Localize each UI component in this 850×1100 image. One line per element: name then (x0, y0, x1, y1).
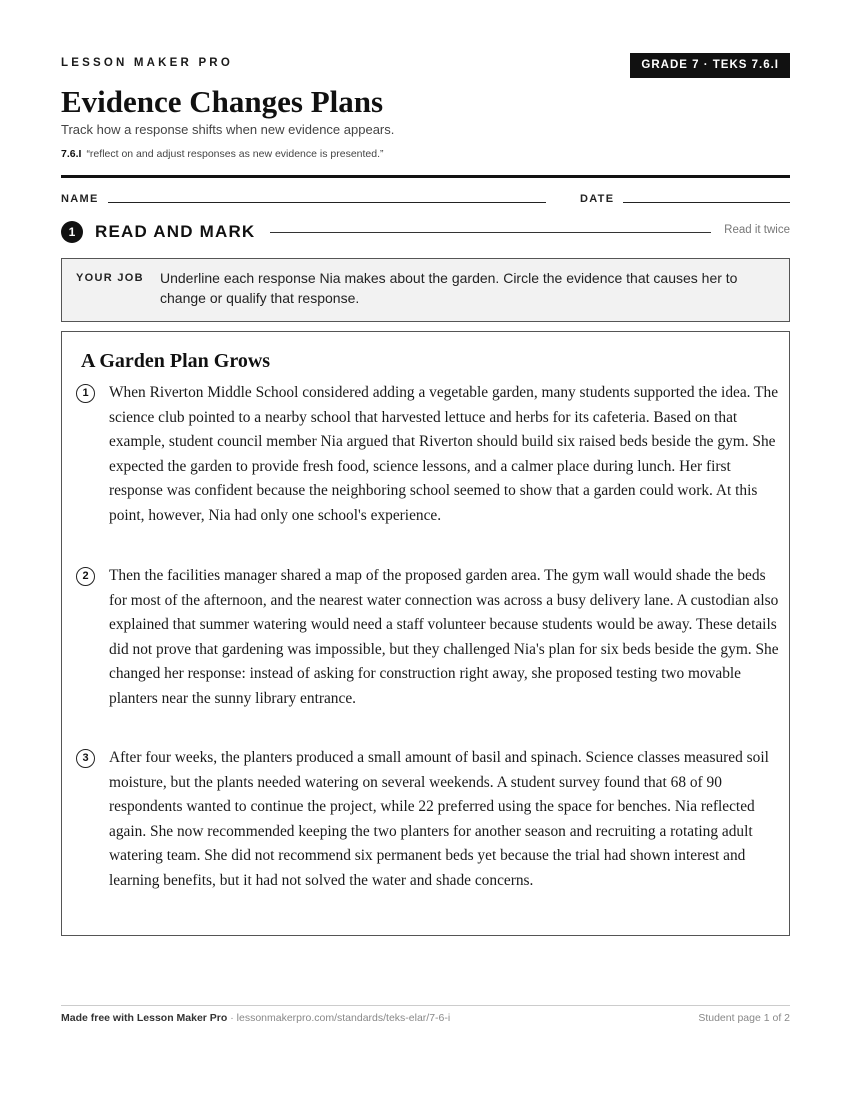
page-indicator: Student page 1 of 2 (698, 1012, 790, 1024)
passage-title: A Garden Plan Grows (81, 350, 271, 372)
brand-name: LESSON MAKER PRO (61, 57, 233, 69)
worksheet-page (61, 0, 790, 1100)
paragraph-number: 3 (76, 749, 95, 768)
name-label: NAME (61, 193, 99, 205)
footer-credit (61, 1012, 450, 1024)
date-label: DATE (580, 193, 615, 205)
section-header (61, 220, 790, 244)
reading-passage (61, 331, 790, 936)
instructions-label: YOUR JOB (76, 272, 144, 284)
name-field[interactable] (108, 202, 546, 203)
standard-reference (61, 148, 384, 160)
instructions-text: Underline each response Nia makes about the garden. Circle the evidence that causes her to change or qualify that response. (160, 270, 738, 306)
step-number-badge: 1 (61, 221, 83, 243)
footer-divider (61, 1005, 790, 1006)
paragraph-text: After four weeks, the planters produced a small amount of basil and spinach. Science classes measured soil moisture, but the plants needed watering on several weekends. A student survey found that 68 of 90 respondents wanted to continue the project, while 22 preferred using the space for benches. Nia reflected again. She now recommended keeping the two planters for another season and recruiting a rotating adult watering team. She did not recommend six permanent beds yet because the trial had shown interest and learning benefits, but it had not solved the water and shade concerns. (109, 749, 769, 889)
grade-standard-badge: GRADE 7 · TEKS 7.6.I (630, 53, 790, 78)
footer-made-with: Made free with Lesson Maker Pro (61, 1012, 228, 1024)
standard-quote: “reflect on and adjust responses as new evidence is presented.” (86, 148, 384, 160)
header-divider (61, 175, 790, 178)
section-title: READ AND MARK (95, 222, 256, 241)
page-title: Evidence Changes Plans (61, 84, 384, 119)
date-field[interactable] (623, 202, 790, 203)
standard-code: 7.6.I (61, 148, 82, 160)
paragraph-number: 2 (76, 567, 95, 586)
section-note: Read it twice (724, 224, 790, 236)
paragraph-text: When Riverton Middle School considered adding a vegetable garden, many students supported the idea. The science club pointed to a nearby school that harvested lettuce and herbs for its cafeteria. Based on that example, student council member Nia argued that Riverton should build six raised beds beside the gym. She expected the garden to provide fresh food, science lessons, and a calmer place during lunch. Her first response was confident because the neighboring school seemed to show that a garden could work. At this point, however, Nia had only one school's experience. (109, 384, 779, 524)
instructions-box (61, 258, 790, 322)
page-subtitle: Track how a response shifts when new evidence appears. (61, 122, 395, 137)
paragraph-number: 1 (76, 384, 95, 403)
footer-url[interactable]: · lessonmakerpro.com/standards/teks-elar/7-6-i (227, 1012, 451, 1024)
paragraph-text: Then the facilities manager shared a map of the proposed garden area. The gym wall would shade the beds for most of the afternoon, and the nearest water connection was across a busy delivery lane. A custodian also explained that summer watering would need a staff volunteer because students would be away. These details did not prove that gardening was impossible, but they challenged Nia's plan for six beds beside the gym. She changed her response: instead of asking for construction right away, she proposed testing two movable planters near the sunny library entrance. (109, 567, 779, 707)
section-rule (270, 232, 711, 233)
